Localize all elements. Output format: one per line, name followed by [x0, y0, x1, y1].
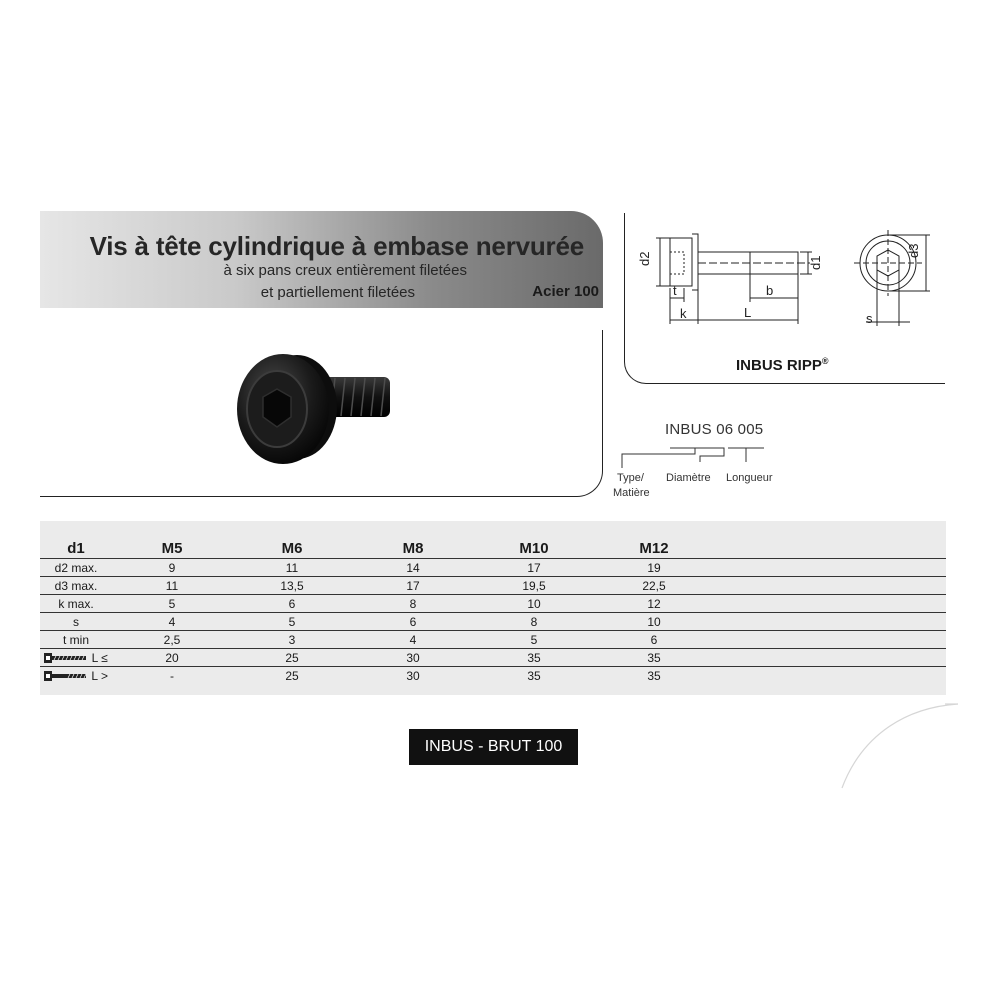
row-label: d2 max. — [40, 559, 112, 577]
type-label-line-2: Matière — [613, 487, 650, 499]
table-cell: 5 — [232, 613, 352, 631]
table-row — [40, 559, 946, 577]
table-cell: 17 — [474, 559, 594, 577]
table-cell: 35 — [474, 649, 594, 667]
subtitle-line-1: à six pans creux entièrement filetées — [223, 262, 467, 279]
table-cell: 13,5 — [232, 577, 352, 595]
table-cell: 6 — [232, 595, 352, 613]
table-cell: 6 — [594, 631, 714, 649]
row-label: d3 max. — [40, 577, 112, 595]
table-cell: 30 — [352, 649, 474, 667]
table-cell: 8 — [474, 613, 594, 631]
header-m6: M6 — [281, 539, 303, 557]
dim-d2-label: d2 — [637, 251, 652, 266]
partial-thread-screw-icon — [44, 671, 88, 681]
diameter-label: Diamètre — [666, 472, 711, 484]
table-cell: 4 — [112, 613, 232, 631]
row-label: L ≤ — [40, 649, 112, 667]
table-cell: 10 — [594, 613, 714, 631]
length-label: Longueur — [726, 472, 773, 484]
table-cell: 25 — [232, 649, 352, 667]
table-row — [40, 631, 946, 649]
table-cell: 5 — [474, 631, 594, 649]
table-cell: 17 — [352, 577, 474, 595]
table-cell: 11 — [232, 559, 352, 577]
header-m5: M5 — [161, 539, 183, 557]
table-cell: 19 — [594, 559, 714, 577]
table-cell: 9 — [112, 559, 232, 577]
table-row — [40, 613, 946, 631]
table-row — [40, 649, 946, 667]
table-cell: 11 — [112, 577, 232, 595]
table-cell: 35 — [594, 649, 714, 667]
technical-drawing — [637, 228, 940, 338]
page-title: Vis à tête cylindrique à embase nervurée — [89, 231, 584, 261]
table-cell: - — [112, 667, 232, 685]
table-cell: 14 — [352, 559, 474, 577]
dim-s-label: s — [866, 311, 873, 326]
table-cell: 35 — [474, 667, 594, 685]
table-cell: 3 — [232, 631, 352, 649]
reference-code: INBUS 06 005 — [665, 421, 764, 438]
table-cell: 6 — [352, 613, 474, 631]
row-label: L > — [40, 667, 112, 685]
dim-t-label: t — [673, 283, 677, 298]
drawing-caption: INBUS RIPP® — [736, 356, 829, 374]
table-cell: 5 — [112, 595, 232, 613]
row-label: k max. — [40, 595, 112, 613]
type-label-line-1: Type/ — [617, 472, 644, 484]
table-row — [40, 577, 946, 595]
screw-photo — [225, 345, 405, 475]
row-label: t min — [40, 631, 112, 649]
table-cell: 30 — [352, 667, 474, 685]
full-thread-screw-icon — [44, 653, 88, 663]
decorative-curve — [840, 700, 970, 790]
table-cell: 8 — [352, 595, 474, 613]
table-cell: 12 — [594, 595, 714, 613]
subtitle-line-2: et partiellement filetées — [260, 284, 415, 301]
dimensions-table — [40, 538, 946, 684]
table-cell: 10 — [474, 595, 594, 613]
material-label: Acier 100 — [532, 283, 599, 300]
header-m10: M10 — [519, 539, 549, 557]
dim-k-label: k — [680, 306, 687, 321]
dim-d1-label: d1 — [808, 255, 823, 270]
table-header-row — [40, 538, 946, 559]
table-cell: 19,5 — [474, 577, 594, 595]
table-row — [40, 595, 946, 613]
table-cell: 2,5 — [112, 631, 232, 649]
header-d1: d1 — [67, 539, 85, 557]
dim-b-label: b — [766, 283, 774, 298]
registered-mark: ® — [821, 356, 829, 366]
row-label: s — [40, 613, 112, 631]
table-cell: 25 — [232, 667, 352, 685]
header-banner — [40, 211, 603, 308]
header-m12: M12 — [639, 539, 669, 557]
table-row — [40, 667, 946, 685]
header-m8: M8 — [402, 539, 424, 557]
dim-d3-label: d3 — [906, 243, 921, 258]
dim-L-label: L — [744, 305, 752, 320]
table-cell: 35 — [594, 667, 714, 685]
table-cell: 22,5 — [594, 577, 714, 595]
table-cell: 20 — [112, 649, 232, 667]
product-line-tag: INBUS - BRUT 100 — [409, 729, 578, 765]
table-cell: 4 — [352, 631, 474, 649]
